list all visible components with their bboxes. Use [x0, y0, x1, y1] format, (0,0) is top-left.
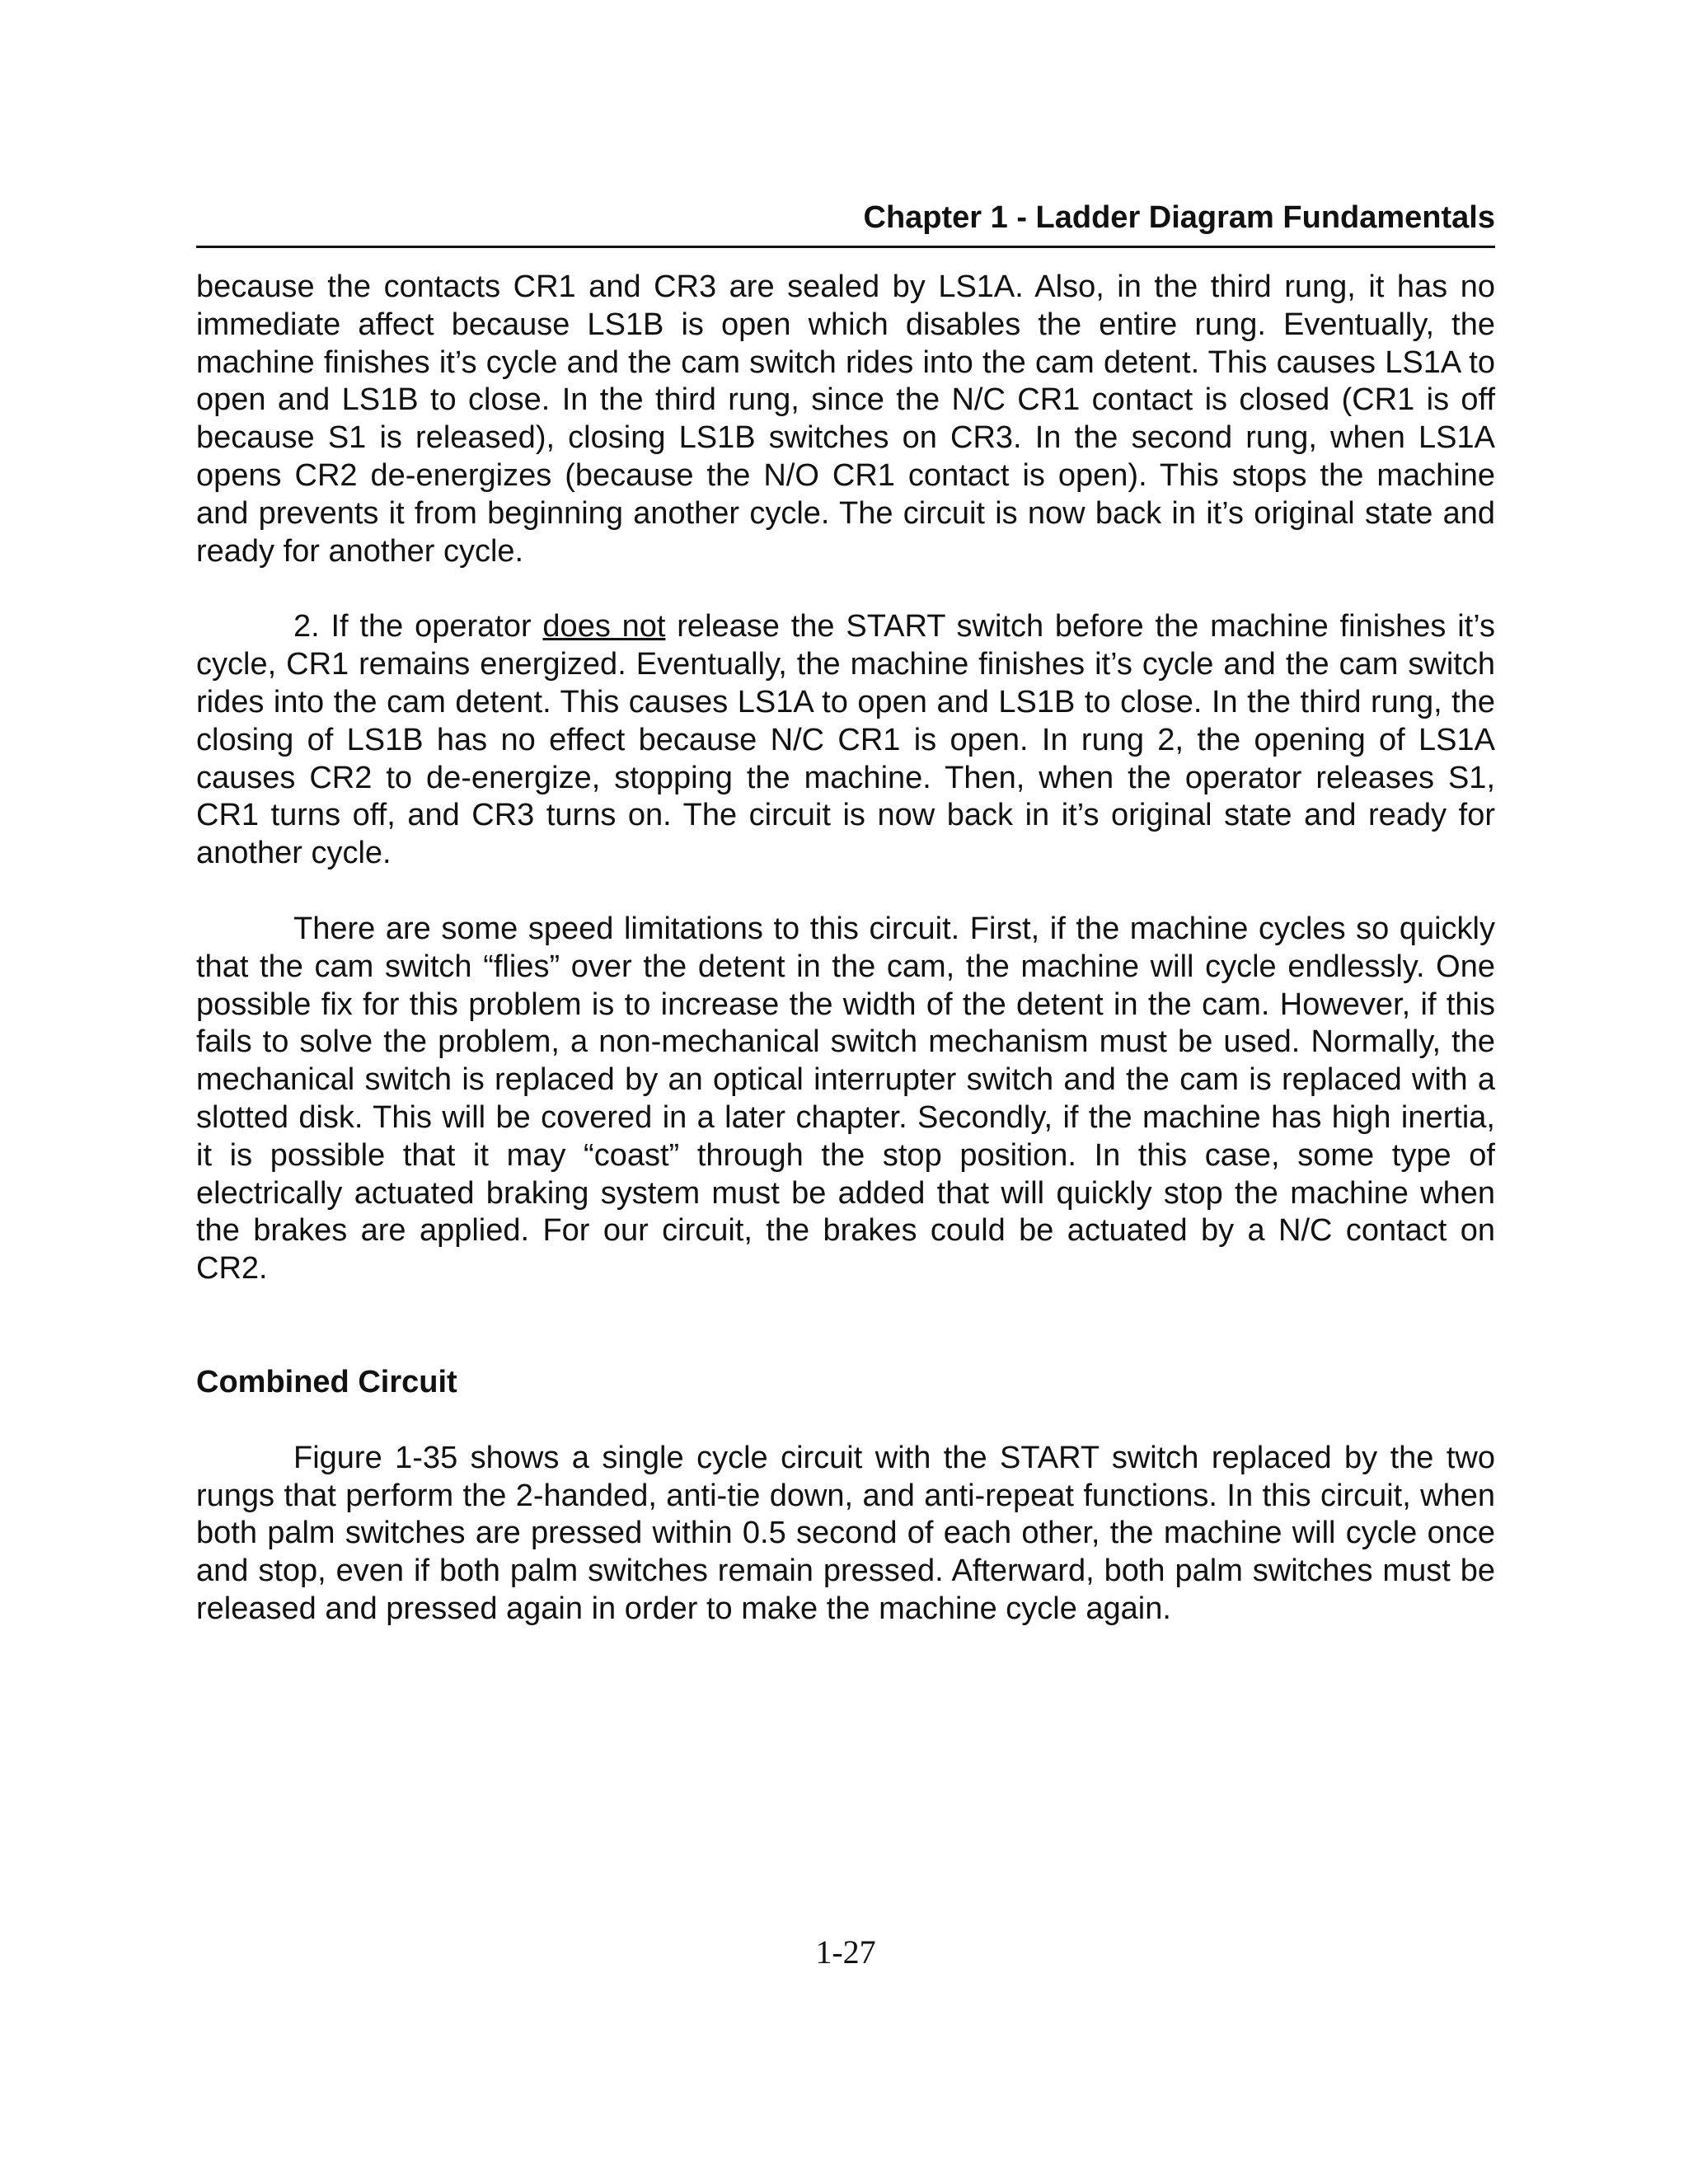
paragraph-2	[196, 608, 1495, 873]
underlined-emphasis: does not	[542, 609, 666, 644]
paragraph-2-rest: release the START switch before the machine finishes it’s cycle, CR1 remains energized. Eventually, the machine finishes it’s cycle and the cam switch rides into the cam detent. This causes LS1A to open and LS1B to close. In the third rung, the closing of LS1B has no effect because N/C CR1 is open. In rung 2, the opening of LS1A causes CR2 to de-energize, stopping the machine. Then, when the operator releases S1, CR1 turns off, and CR3 turns on. The circuit is now back in it’s original state and ready for another cycle.	[196, 609, 1495, 871]
paragraph-3: There are some speed limitations to this circuit. First, if the machine cycles so quickly that the cam switch “flies” over the detent in the cam, the machine will cycle endlessly. One possible fix for this problem is to increase the width of the detent in the cam. However, if this fails to solve the problem, a non-mechanical switch mechanism must be used. Normally, the mechanical switch is replaced by an optical interrupter switch and the cam is replaced with a slotted disk. This will be covered in a later chapter. Secondly, if the machine has high inertia, it is possible that it may “coast” through the stop position. In this case, some type of electrically actuated braking system must be added that will quickly stop the machine when the brakes are applied. For our circuit, the brakes could be actuated by a N/C contact on CR2.	[196, 911, 1495, 1286]
chapter-header: Chapter 1 - Ladder Diagram Fundamentals	[196, 196, 1495, 248]
document-page	[196, 0, 1495, 2184]
page-number: 1-27	[815, 1933, 876, 1971]
paragraph-2-start: 2. If the operator	[293, 609, 543, 644]
body-text	[196, 269, 1495, 1629]
section-heading: Combined Circuit	[196, 1364, 457, 1399]
paragraph-4: Figure 1-35 shows a single cycle circuit with the START switch replaced by the two rungs that perform the 2-handed, anti-tie down, and anti-repeat functions. In this circuit, when both palm switches are pressed within 0.5 second of each other, the machine will cycle once and stop, even if both palm switches remain pressed. Afterward, both palm switches must be released and pressed again in order to make the machine cycle again.	[196, 1440, 1495, 1626]
paragraph-1: because the contacts CR1 and CR3 are sealed by LS1A. Also, in the third rung, it has no immediate affect because LS1B is open which disables the entire rung. Eventually, the machine finishes it’s cycle and the cam switch rides into the cam detent. This causes LS1A to open and LS1B to close. In the third rung, since the N/C CR1 contact is closed (CR1 is off because S1 is released), closing LS1B switches on CR3. In the second rung, when LS1A opens CR2 de-energizes (because the N/O CR1 contact is open). This stops the machine and prevents it from beginning another cycle. The circuit is now back in it’s original state and ready for another cycle.	[196, 269, 1495, 569]
